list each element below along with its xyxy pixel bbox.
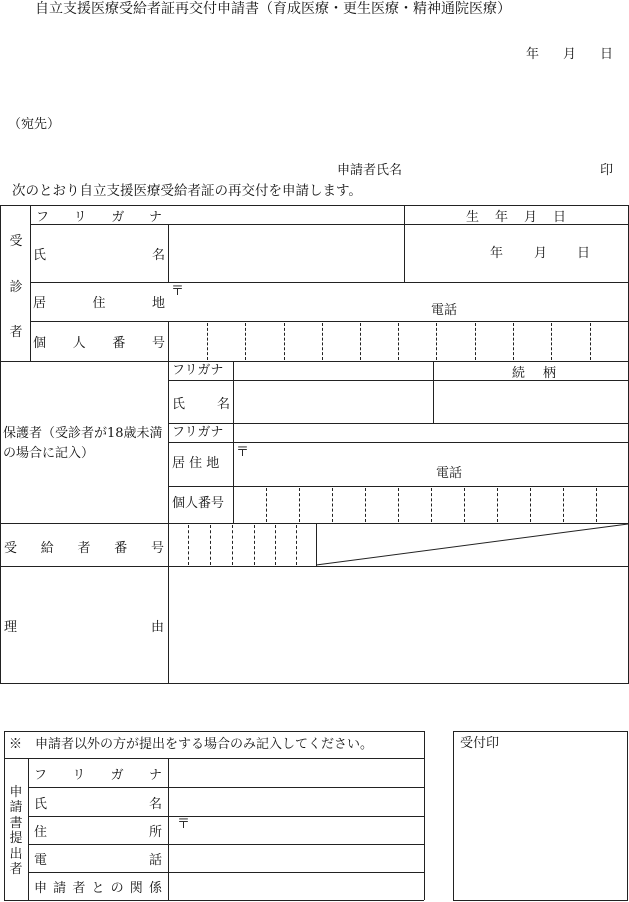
patient-address-field[interactable] [169, 283, 627, 320]
patient-address-label: 居 住 地 [33, 295, 165, 311]
submitter-address-field[interactable] [169, 817, 423, 843]
reason-label: 理 由 [4, 619, 164, 635]
seal-mark: 印 [600, 163, 614, 178]
addressee-label: （宛先） [8, 117, 61, 132]
guardian-furigana-field[interactable] [234, 362, 432, 379]
year-label: 年 [526, 47, 540, 62]
day-label: 日 [600, 47, 614, 62]
submitter-relation-field[interactable] [169, 873, 423, 899]
guardian-name-field[interactable] [234, 381, 432, 422]
submitter-note: ※ 申請者以外の方が提出をする場合のみ記入してください。 [9, 737, 374, 752]
patient-personal-number-field[interactable] [169, 322, 627, 360]
month-label: 月 [563, 47, 577, 62]
guardian-furigana-label: フリガナ [172, 363, 224, 378]
patient-section-label: 受 診 者 [9, 234, 23, 340]
reception-stamp-box [453, 731, 628, 901]
patient-name-field[interactable] [169, 225, 403, 281]
patient-phone-label: 電話 [431, 303, 458, 318]
reception-stamp-label: 受付印 [460, 736, 500, 751]
guardian-address-label: 居 住 地 [172, 456, 220, 471]
submitter-relation-label: 申 請 者 と の 関 係 [34, 880, 162, 896]
submitter-postal-mark-icon: 〒 [177, 817, 191, 832]
submitter-address-label: 住 所 [34, 824, 162, 840]
guardian-section-label: 保護者（受診者が18歳未満の場合に記入） [3, 426, 163, 461]
guardian-address-field[interactable] [234, 443, 627, 485]
submitter-name-field[interactable] [169, 788, 423, 815]
document-title: 自立支援医療受給者証再交付申請書（育成医療・更生医療・精神通院医療） [35, 1, 511, 17]
reason-field[interactable] [169, 567, 627, 682]
patient-birthdate-header: 生 年 月 日 [466, 209, 566, 225]
submitter-furigana-field[interactable] [169, 759, 423, 786]
guardian-relationship-header: 続 柄 [512, 365, 556, 381]
applicant-name-label: 申請者氏名 [337, 163, 403, 178]
guardian-postal-mark-icon: 〒 [236, 445, 250, 460]
guardian-personal-number-label: 個人番号 [172, 496, 225, 511]
guardian-personal-number-field[interactable] [234, 487, 627, 522]
submitter-phone-field[interactable] [169, 845, 423, 871]
intro-text: 次のとおり自立支援医療受給者証の再交付を申請します。 [12, 183, 362, 199]
submitter-phone-label: 電 話 [34, 852, 162, 868]
birth-month-label: 月 [534, 246, 548, 261]
guardian-furigana2-label: フリガナ [172, 425, 224, 440]
guardian-name-label: 氏 名 [172, 396, 230, 412]
submitter-section-label: 申 請 書 提 出 者 [9, 785, 23, 877]
submitter-name-label: 氏 名 [34, 796, 162, 812]
patient-furigana-label: フ リ ガ ナ [36, 209, 162, 225]
submitter-furigana-label: フ リ ガ ナ [34, 767, 162, 783]
patient-furigana-field[interactable] [169, 206, 403, 223]
guardian-phone-label: 電話 [436, 466, 463, 481]
recipient-number-label: 受 給 者 番 号 [4, 540, 164, 556]
guardian-relationship-field[interactable] [434, 381, 627, 422]
guardian-furigana2-field[interactable] [234, 424, 627, 441]
patient-personal-number-label: 個 人 番 号 [33, 335, 165, 351]
birth-year-label: 年 [490, 246, 504, 261]
patient-name-label: 氏 名 [33, 247, 165, 263]
birth-day-label: 日 [577, 246, 591, 261]
recipient-number-field[interactable] [169, 524, 315, 565]
postal-mark-icon: 〒 [171, 284, 185, 299]
